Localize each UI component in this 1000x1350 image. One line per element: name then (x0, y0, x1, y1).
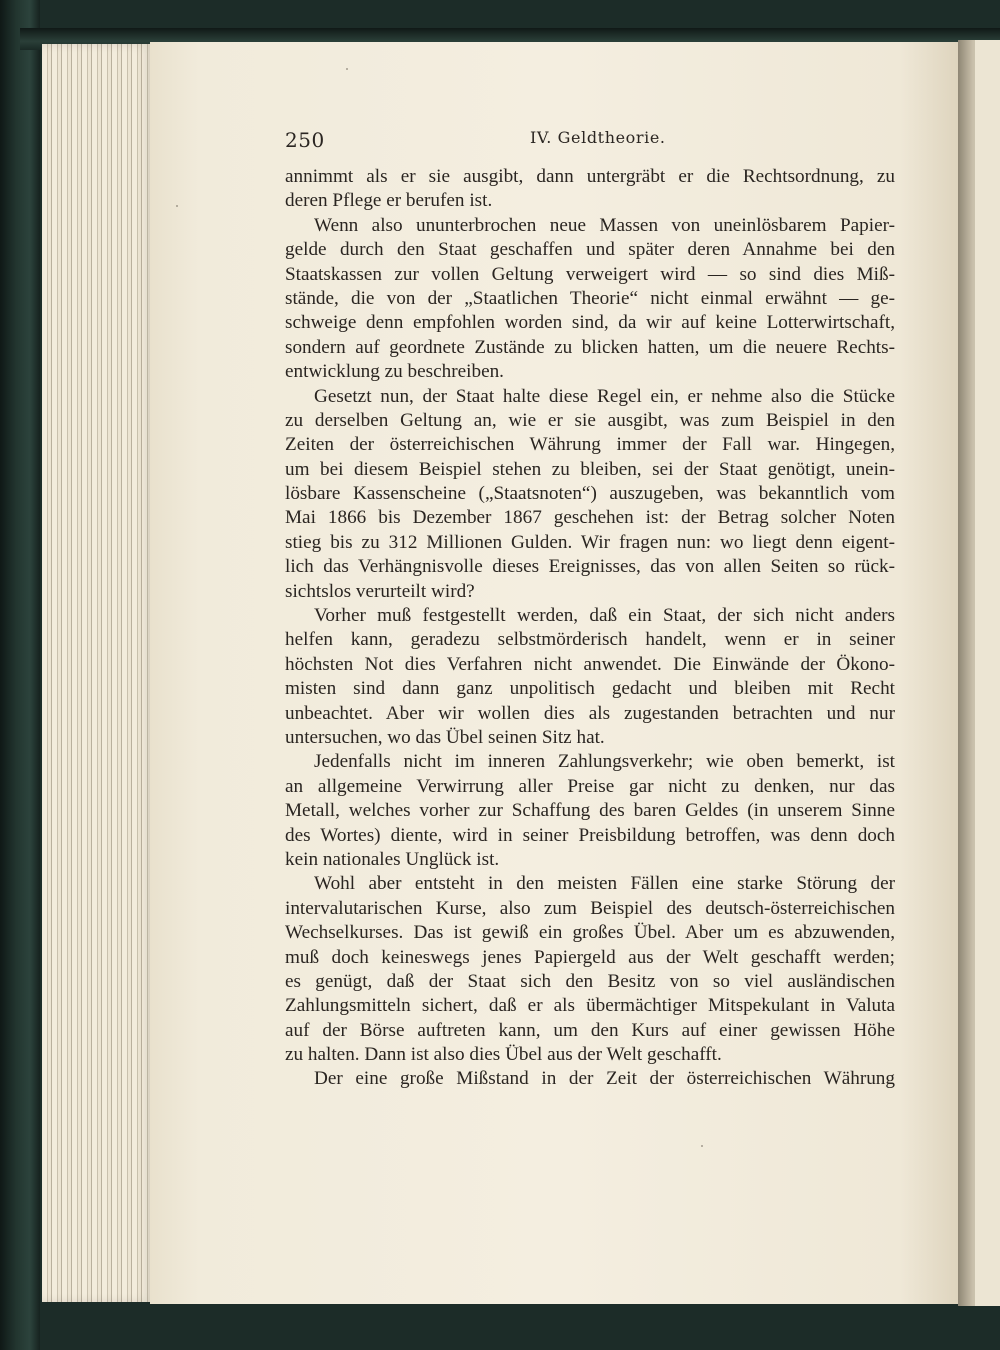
text-line: stände, die von der „Staatlichen Theorie“ nicht einmal erwähnt — ge- (285, 287, 895, 309)
text-line: Der eine große Mißstand in der Zeit der österreichischen Währung (314, 1068, 895, 1090)
text-line: Mai 1866 bis Dezember 1867 geschehen ist: der Betrag solcher Noten (285, 507, 895, 529)
text-line: Staatskassen zur vollen Geltung verweigert wird — so sind dies Miß- (285, 263, 895, 285)
paper-speck (346, 68, 348, 70)
page-number: 250 (285, 128, 325, 152)
paper-speck (176, 205, 178, 207)
running-head (285, 128, 895, 154)
text-line: helfen kann, geradezu selbstmörderisch handelt, wenn er in seiner (285, 629, 895, 651)
text-line: es genügt, daß der Staat sich den Besitz von so viel ausländischen (285, 970, 895, 992)
text-line: muß doch keineswegs jenes Papiergeld aus der Welt geschafft werden; (285, 946, 895, 968)
text-line: zu derselben Geltung an, wie er sie ausgibt, was zum Beispiel in den (285, 409, 895, 431)
chapter-title: IV. Geldtheorie. (530, 128, 666, 147)
text-line: an allgemeine Verwirrung aller Preise gar nicht zu denken, nur das (285, 775, 895, 797)
text-line: Jedenfalls nicht im inneren Zahlungsverkehr; wie oben bemerkt, ist (314, 751, 895, 773)
text-line: unbeachtet. Aber wir wollen dies als zugestanden betrachten und nur (285, 702, 895, 724)
text-line: Wohl aber entsteht in den meisten Fällen eine starke Störung der (314, 873, 895, 895)
text-line: sondern auf geordnete Zustände zu blicken hatten, um die neuere Rechts- (285, 336, 895, 358)
text-line: Metall, welches vorher zur Schaffung des baren Geldes (in unserem Sinne (285, 800, 895, 822)
book-cover-edge (0, 0, 40, 1350)
text-line: untersuchen, wo das Übel seinen Sitz hat. (285, 726, 605, 748)
text-line: annimmt als er sie ausgibt, dann untergräbt er die Rechtsordnung, zu (285, 166, 895, 187)
text-line: auf der Börse auftreten kann, um den Kurs auf einer gewissen Höhe (285, 1019, 895, 1041)
text-line: lich das Verhängnisvolle dieses Ereignisses, das von allen Seiten so rück- (285, 556, 895, 578)
text-line: sichtslos verurteilt wird? (285, 580, 475, 602)
facing-page-edge (975, 40, 1000, 1306)
text-line: Vorher muß festgestellt werden, daß ein Staat, der sich nicht anders (314, 605, 895, 627)
text-line: lösbare Kassenscheine („Staatsnoten“) auszugeben, was bekanntlich vom (285, 483, 895, 505)
page-stack-edges (42, 44, 152, 1302)
text-line: um bei diesem Beispiel stehen zu bleiben, sei der Staat genötigt, unein- (285, 458, 895, 480)
text-line: deren Pflege er berufen ist. (285, 190, 493, 212)
text-line: höchsten Not dies Verfahren nicht anwendet. Die Einwände der Ökono- (285, 653, 895, 675)
text-line: stieg bis zu 312 Millionen Gulden. Wir fragen nun: wo liegt denn eigent- (285, 531, 895, 553)
text-line: zu halten. Dann ist also dies Übel aus der Welt geschafft. (285, 1044, 722, 1066)
paper-speck (701, 1145, 703, 1147)
text-line: gelde durch den Staat geschaffen und später deren Annahme bei den (285, 239, 895, 261)
text-line: Wenn also ununterbrochen neue Massen von uneinlösbarem Papier- (314, 214, 895, 236)
text-line: intervalutarischen Kurse, also zum Beispiel des deutsch-österreichischen (285, 897, 895, 919)
text-line: misten sind dann ganz unpolitisch gedacht und bleiben mit Recht (285, 678, 895, 700)
text-line: Zahlungsmitteln sichert, daß er als übermächtiger Mitspekulant in Valuta (285, 995, 895, 1017)
text-line: Gesetzt nun, der Staat halte diese Regel ein, er nehme also die Stücke (314, 385, 895, 407)
text-line: entwicklung zu beschreiben. (285, 361, 504, 383)
text-line: schweige denn empfohlen worden sind, da wir auf keine Lotterwirtschaft, (285, 312, 895, 334)
text-line: kein nationales Unglück ist. (285, 848, 500, 870)
body-text (285, 165, 895, 1092)
text-line: Zeiten der österreichischen Währung immer der Fall war. Hingegen, (285, 434, 895, 456)
text-line: des Wortes) diente, wird in seiner Preisbildung betroffen, was denn doch (285, 824, 895, 846)
text-line: Wechselkurses. Das ist gewiß ein großes Übel. Aber um es abzuwenden, (285, 922, 895, 944)
